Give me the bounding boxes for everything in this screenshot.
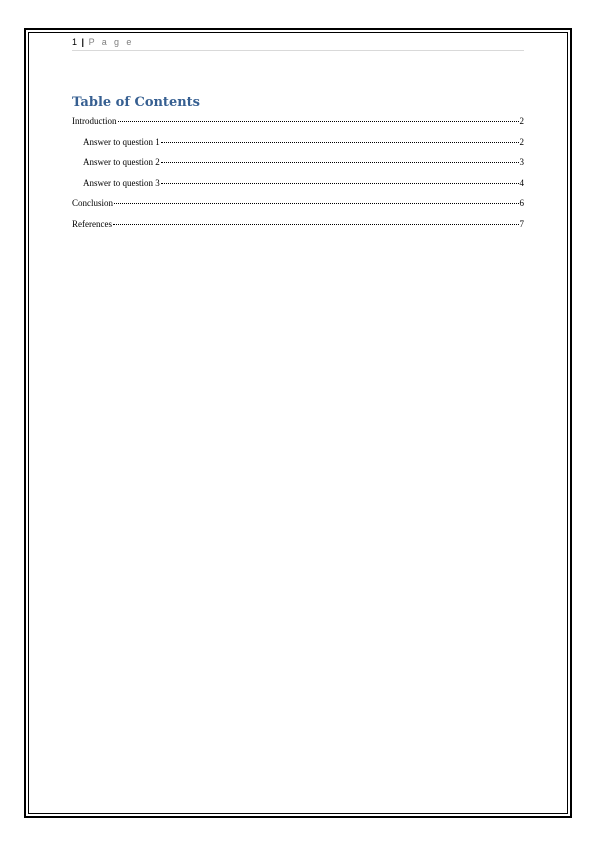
- toc-entry-page: 2: [519, 116, 524, 126]
- toc-entry-answer-question-3[interactable]: [83, 177, 524, 189]
- toc-dot-leader: [161, 142, 519, 143]
- toc-dot-leader: [114, 203, 518, 204]
- header-page-number: 1: [72, 37, 78, 47]
- header-separator: |: [81, 37, 85, 47]
- toc-entry-label: Answer to question 3: [83, 178, 160, 188]
- toc-entry-answer-question-2[interactable]: [83, 156, 524, 168]
- toc-entry-label: Introduction: [72, 116, 117, 126]
- page-border-inner: [28, 32, 568, 814]
- toc-entry-page: 6: [519, 198, 524, 208]
- toc-entry-conclusion[interactable]: [72, 197, 524, 209]
- page-header: [72, 36, 524, 51]
- toc-entry-label: Conclusion: [72, 198, 114, 208]
- toc-dot-leader: [113, 224, 519, 225]
- toc-entry-page: 7: [519, 219, 524, 229]
- toc-entry-page: 4: [519, 178, 524, 188]
- toc-entry-label: Answer to question 2: [83, 157, 160, 167]
- toc-title: Table of Contents: [72, 95, 200, 110]
- toc-dot-leader: [161, 162, 519, 163]
- toc-entry-label: References: [72, 219, 112, 229]
- toc-entry-answer-question-1[interactable]: [83, 136, 524, 148]
- toc-dot-leader: [161, 183, 519, 184]
- toc-dot-leader: [118, 121, 519, 122]
- header-page-word: P a g e: [88, 37, 134, 47]
- toc-entry-page: 3: [519, 157, 524, 167]
- toc-entry-label: Answer to question 1: [83, 137, 160, 147]
- toc-entry-references[interactable]: [72, 218, 524, 230]
- toc-entry-page: 2: [519, 137, 524, 147]
- toc-entry-introduction[interactable]: [72, 115, 524, 127]
